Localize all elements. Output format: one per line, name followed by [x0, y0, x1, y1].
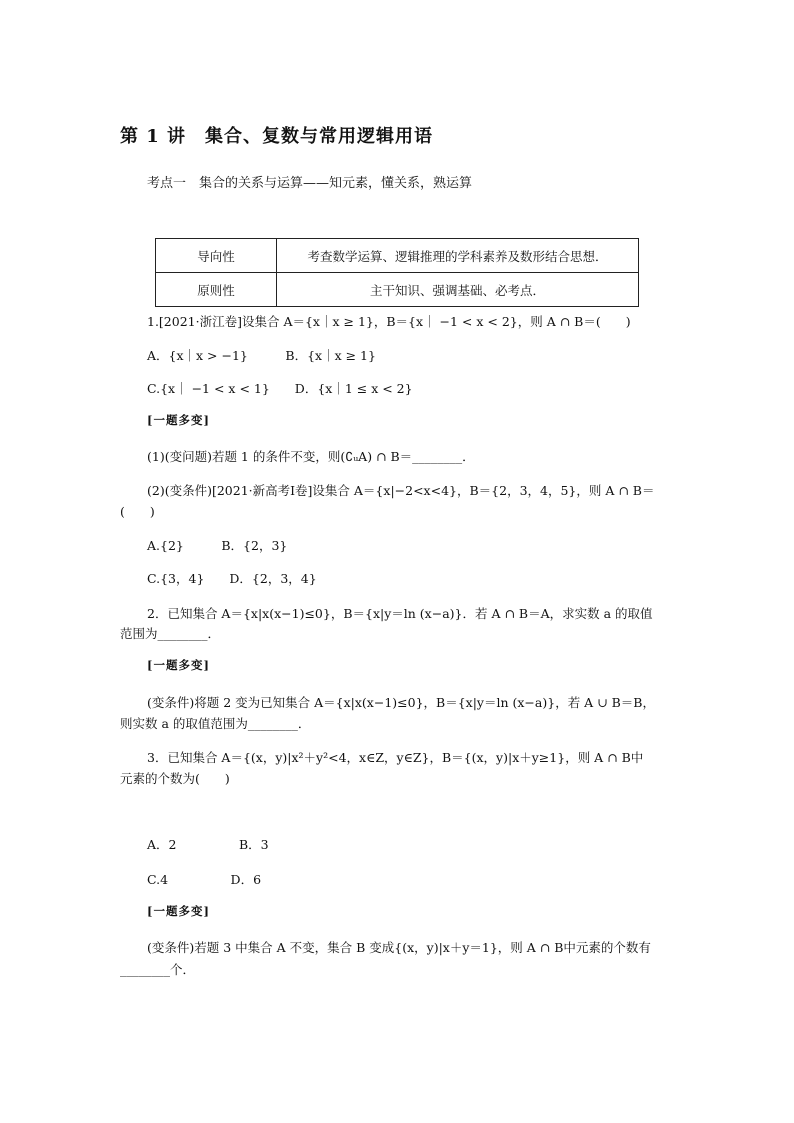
question-1-options-ab: A．{x｜x > −1} B．{x｜x ≥ 1}	[147, 348, 376, 363]
question-1: 1.[2021·浙江卷]设集合 A＝{x｜x ≥ 1}，B＝{x｜ −1 < x < 2}，则 A ∩ B＝( )	[147, 314, 631, 329]
variation-1-2-options-ab: A.{2} B．{2，3}	[147, 538, 288, 553]
variation-1-2-paren: ( )	[120, 504, 155, 519]
variation-label: [一题多变]	[147, 904, 210, 918]
question-3: 3．已知集合 A＝{(x，y)|x²＋y²<4，x∈Z，y∈Z}，B＝{(x，y)|x＋y≥1}，则 A ∩ B中	[147, 750, 644, 765]
variation-3: (变条件)若题 3 中集合 A 不变，集合 B 变成{(x，y)|x＋y＝1}，则 A ∩ B中元素的个数有	[147, 940, 651, 955]
question-1-options-cd: C.{x｜ −1 < x < 1} D．{x｜1 ≤ x < 2}	[147, 381, 413, 396]
info-table	[155, 238, 639, 307]
variation-1-2: (2)(变条件)[2021·新高考Ⅰ卷]设集合 A＝{x|−2<x<4}，B＝{2，3，4，5}，则 A ∩ B＝	[147, 483, 655, 498]
variation-label: [一题多变]	[147, 658, 210, 672]
question-2-cont: 范围为________．	[120, 626, 221, 641]
table-row	[156, 273, 639, 307]
question-2: 2．已知集合 A＝{x|x(x−1)≤0}，B＝{x|y＝ln (x−a)}．若 A ∩ B＝A，求实数 a 的取值	[147, 606, 653, 621]
variation-1-2-options-cd: C.{3，4} D．{2，3，4}	[147, 571, 317, 586]
variation-1-1: (1)(变问题)若题 1 的条件不变，则(∁ᵤA) ∩ B＝________．	[147, 449, 475, 464]
table-cell-key: 原则性	[156, 273, 277, 307]
table-cell-value: 考查数学运算、逻辑推理的学科素养及数形结合思想．	[277, 239, 639, 273]
table-cell-key: 导向性	[156, 239, 277, 273]
table-row	[156, 239, 639, 273]
variation-2: (变条件)将题 2 变为已知集合 A＝{x|x(x−1)≤0}，B＝{x|y＝ln (x−a)}，若 A ∪ B＝B，	[147, 695, 655, 710]
question-3-options-cd: C.4 D．6	[147, 872, 262, 887]
table-cell-value: 主干知识、强调基础、必考点．	[277, 273, 639, 307]
variation-2-cont: 则实数 a 的取值范围为________．	[120, 716, 311, 731]
question-3-options-ab: A．2 B．3	[147, 837, 269, 852]
variation-3-cont: ________个．	[120, 962, 196, 977]
page-title: 第 1 讲 集合、复数与常用逻辑用语	[120, 126, 434, 147]
variation-label: [一题多变]	[147, 413, 210, 427]
section-subtitle: 考点一 集合的关系与运算——知元素，懂关系，熟运算	[147, 176, 473, 191]
question-3-cont: 元素的个数为( )	[120, 771, 230, 786]
